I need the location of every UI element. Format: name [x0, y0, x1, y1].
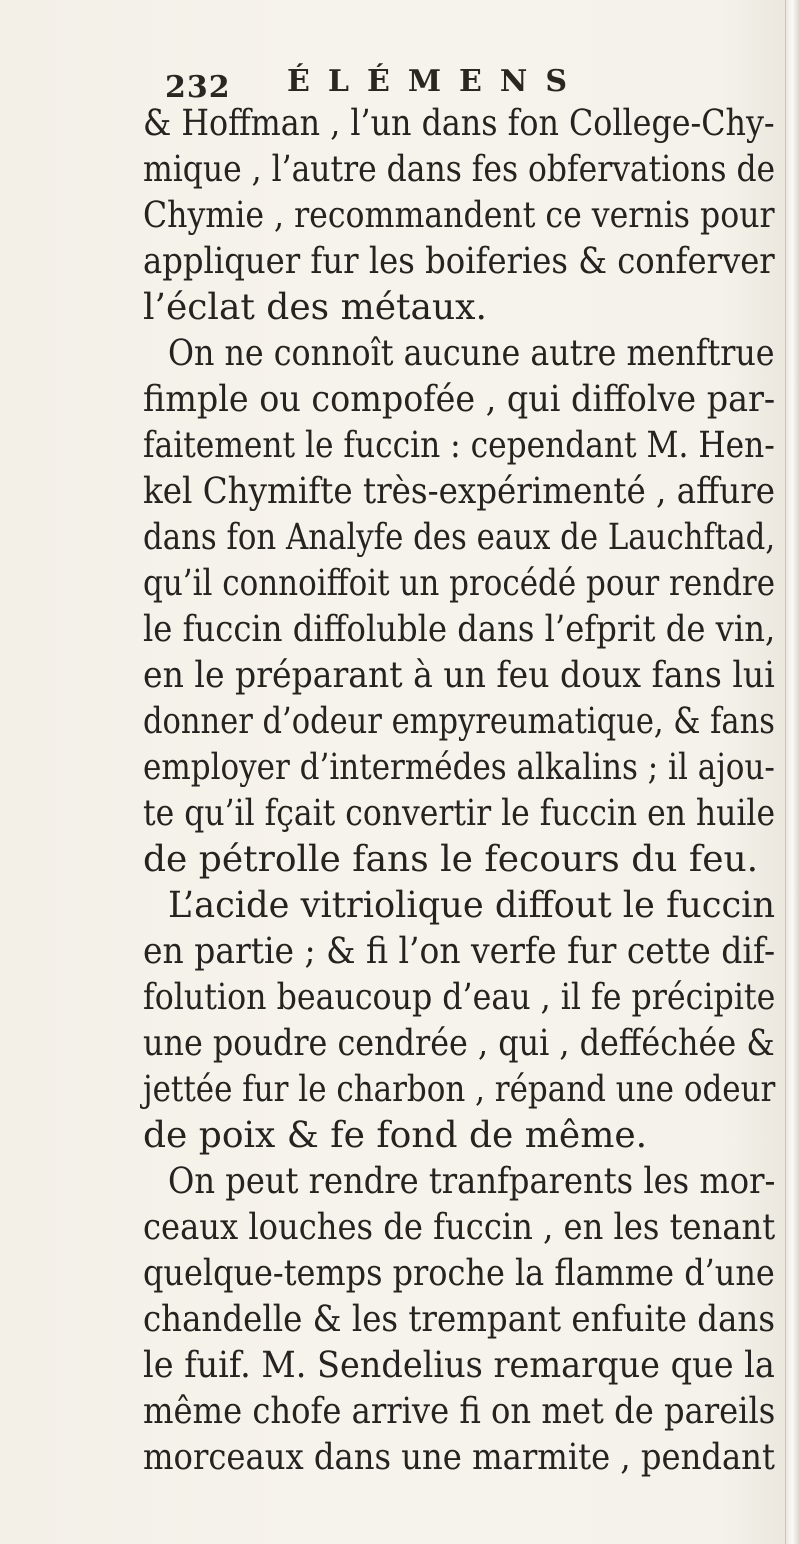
- text-line: jettée fur le charbon , répand une odeur: [143, 1069, 776, 1110]
- paragraph-start-line: On ne connoît aucune autre menftrue: [168, 333, 775, 374]
- text-line: ceaux louches de fuccin , en les tenant: [143, 1207, 776, 1248]
- text-line: donner d’odeur empyreumatique, & fans: [143, 701, 775, 742]
- text-line: de pétrolle fans le fecours du feu.: [143, 839, 759, 880]
- paragraph-start-line: On peut rendre tranfparents les mor-: [168, 1161, 776, 1202]
- text-line: dans fon Analyfe des eaux de Lauchftad,: [143, 517, 776, 558]
- text-line: employer d’intermédes alkalins ; il ajou-: [143, 747, 775, 788]
- text-line: mique , l’autre dans fes obfervations de: [143, 149, 776, 190]
- text-line: de poix & fe fond de même.: [143, 1115, 648, 1156]
- text-line: & Hoffman , l’un dans fon College-Chy-: [143, 103, 775, 144]
- text-line: en le préparant à un feu doux fans lui: [143, 655, 775, 696]
- text-line: en partie ; & fi l’on verfe fur cette dif-: [143, 931, 776, 972]
- text-line: morceaux dans une marmite , pendant: [143, 1437, 775, 1478]
- page-header: [165, 52, 785, 104]
- text-line: chandelle & les trempant enfuite dans: [143, 1299, 775, 1340]
- text-line: le fuccin diffoluble dans l’efprit de vin,: [143, 609, 776, 650]
- paragraph-start-line: L’acide vitriolique diffout le fuccin: [168, 885, 776, 926]
- text-line: qu’il connoiffoit un procédé pour rendre: [143, 563, 776, 604]
- text-line: faitement le fuccin : cependant M. Hen-: [143, 425, 775, 466]
- text-line: quelque-temps proche la flamme d’une: [143, 1253, 775, 1294]
- text-line: le fuif. M. Sendelius remarque que la: [143, 1345, 775, 1386]
- page-number: 232: [165, 70, 231, 105]
- text-line: même chofe arrive fi on met de pareils: [143, 1391, 776, 1432]
- text-line: te qu’il fçait convertir le fuccin en huile: [143, 793, 776, 834]
- text-line: l’éclat des métaux.: [143, 287, 487, 328]
- text-line: fimple ou compofée , qui diffolve par-: [143, 379, 776, 420]
- page-edge: [785, 0, 800, 1544]
- text-line: une poudre cendrée , qui , defféchée &: [143, 1023, 775, 1064]
- text-line: appliquer fur les boiferies & conferver: [143, 241, 775, 282]
- text-line: Chymie , recommandent ce vernis pour: [143, 195, 775, 236]
- running-title: ÉLÉMENS: [287, 64, 585, 99]
- text-line: kel Chymifte très-expérimenté , affure: [143, 471, 776, 512]
- text-line: folution beaucoup d’eau , il fe précipite: [143, 977, 776, 1018]
